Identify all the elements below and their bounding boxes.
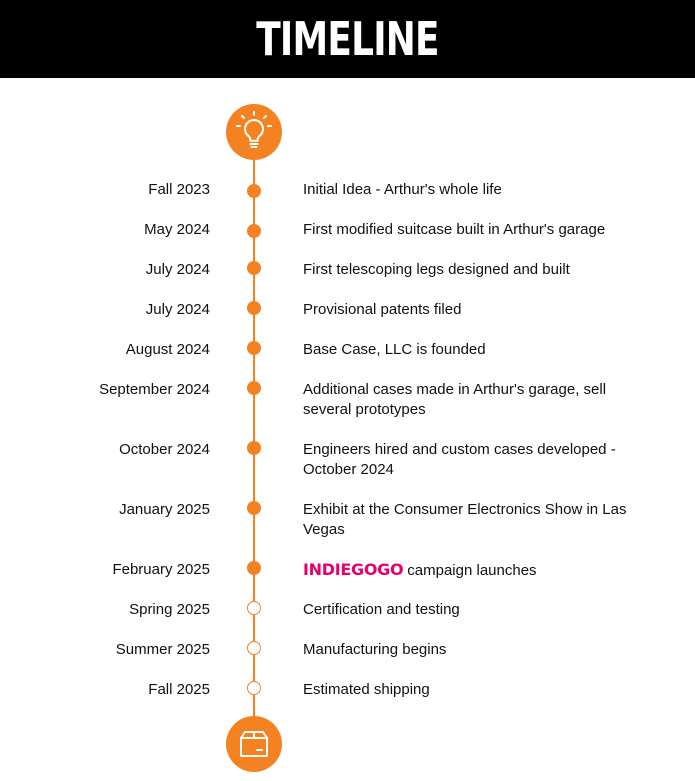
event-description: Exhibit at the Consumer Electronics Show in Las Vegas — [303, 501, 627, 538]
event-description: Certification and testing — [303, 601, 460, 618]
timeline-dot-completed — [247, 441, 261, 455]
event-date: October 2024 — [119, 441, 210, 458]
event-description: First modified suitcase built in Arthur's garage — [303, 221, 606, 238]
indiegogo-logo: INDIEGOGO — [303, 560, 404, 579]
box-icon — [226, 716, 282, 772]
event-description: Estimated shipping — [303, 681, 430, 698]
event-date: January 2025 — [119, 501, 210, 518]
event-date: May 2024 — [144, 221, 210, 238]
event-description: Base Case, LLC is founded — [303, 341, 486, 358]
event-date: August 2024 — [125, 341, 210, 358]
event-description: Engineers hired and custom cases developed - October 2024 — [303, 441, 616, 478]
page-title: TIMELINE — [256, 12, 439, 66]
timeline-dot-completed — [247, 301, 261, 315]
event-description: First telescoping legs designed and built — [303, 261, 570, 278]
event-date: Summer 2025 — [115, 641, 210, 658]
event-description: Manufacturing begins — [303, 641, 447, 658]
event-description-text: campaign launches — [407, 562, 537, 579]
event-description — [303, 560, 643, 581]
event-date: September 2024 — [99, 381, 210, 398]
timeline-dot-completed — [247, 261, 261, 275]
timeline-dot-upcoming — [247, 681, 261, 695]
timeline-dot-completed — [247, 184, 261, 198]
timeline-dot-upcoming — [247, 641, 261, 655]
timeline-dot-completed — [247, 224, 261, 238]
event-description: Additional cases made in Arthur's garage, sell several prototypes — [303, 381, 607, 418]
timeline-dot-upcoming — [247, 601, 261, 615]
event-description: Provisional patents filed — [303, 301, 462, 318]
event-date: Spring 2025 — [129, 601, 210, 618]
timeline-dot-completed — [247, 561, 261, 575]
event-date: Fall 2025 — [148, 681, 210, 698]
event-date: July 2024 — [145, 261, 210, 278]
event-date: Fall 2023 — [148, 181, 210, 198]
lightbulb-icon — [226, 104, 282, 160]
header-bar — [0, 0, 695, 78]
timeline — [0, 78, 695, 781]
event-date: July 2024 — [145, 301, 210, 318]
timeline-dot-completed — [247, 381, 261, 395]
event-description: Initial Idea - Arthur's whole life — [303, 181, 502, 198]
timeline-dot-completed — [247, 341, 261, 355]
timeline-dot-completed — [247, 501, 261, 515]
event-date: February 2025 — [112, 561, 210, 578]
